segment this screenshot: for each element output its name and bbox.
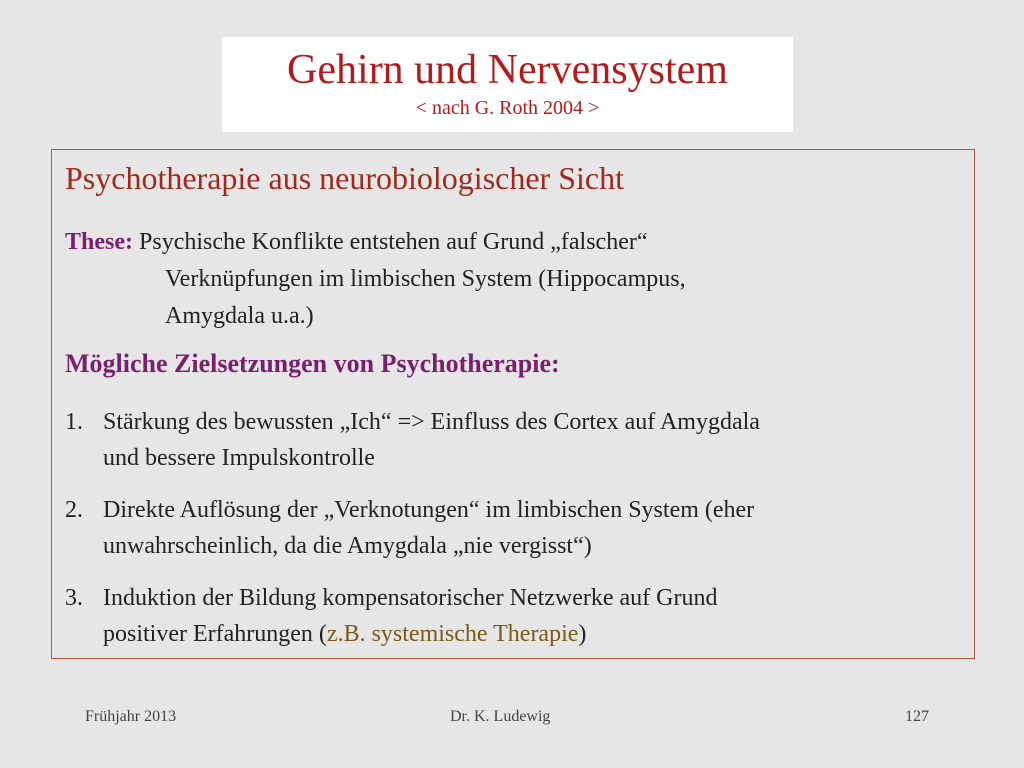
footer-date: Frühjahr 2013 (85, 708, 177, 725)
content-box (51, 149, 975, 659)
goal-number: 3. (65, 585, 83, 611)
thesis-label: These: (65, 229, 133, 255)
goal-line-2: und bessere Impulskontrolle (103, 445, 375, 471)
thesis-line-1: Psychische Konflikte entstehen auf Grund „falscher“ (139, 229, 648, 255)
footer-page-number: 127 (905, 708, 929, 725)
goals-heading: Mögliche Zielsetzungen von Psychotherapie: (65, 349, 560, 378)
goal-item (65, 404, 965, 476)
goal-line-2-pre: positiver Erfahrungen ( (103, 621, 327, 647)
goal-line-2-highlight: z.B. systemische Therapie (326, 621, 579, 647)
thesis-line-3: Amygdala u.a.) (165, 303, 314, 329)
content-heading: Psychotherapie aus neurobiologischer Sicht (65, 160, 624, 196)
slide-subtitle: < nach G. Roth 2004 > (415, 97, 600, 119)
goal-line-2: unwahrscheinlich, da die Amygdala „nie vergisst“) (103, 533, 592, 559)
slide-title: Gehirn und Nervensystem (287, 47, 728, 93)
goal-text (103, 404, 965, 476)
footer-author: Dr. K. Ludewig (450, 708, 551, 725)
goal-line-1: Direkte Auflösung der „Verknotungen“ im limbischen System (eher (103, 497, 755, 523)
goal-number: 2. (65, 497, 83, 523)
goal-line-1: Induktion der Bildung kompensatorischer Netzwerke auf Grund (103, 585, 718, 611)
goal-item (65, 492, 965, 564)
goal-number: 1. (65, 409, 83, 435)
thesis-block (65, 224, 945, 335)
goal-line-1: Stärkung des bewussten „Ich“ => Einfluss des Cortex auf Amygdala (103, 409, 760, 435)
goal-text (103, 492, 965, 564)
title-box (222, 37, 793, 132)
thesis-line-2: Verknüpfungen im limbischen System (Hippocampus, (165, 266, 686, 292)
goal-text (103, 580, 965, 652)
goal-item (65, 580, 965, 652)
goal-line-2-post: ) (578, 621, 587, 647)
